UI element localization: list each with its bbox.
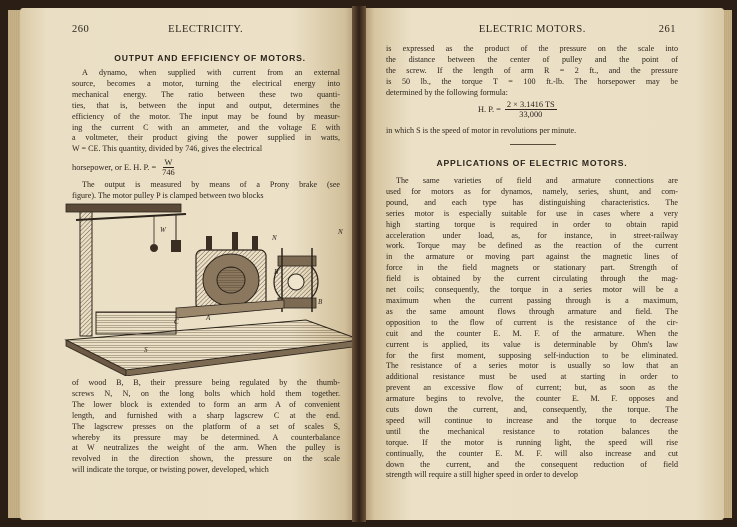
- right-page: [360, 8, 724, 520]
- figure-label-w: W: [160, 226, 166, 234]
- right-paragraph-1: [386, 44, 678, 99]
- right-paragraph-3-line: torque. If the motor is running light, the speed will rise: [386, 437, 678, 447]
- right-paragraph-3-line: down the current, and the consequent reduction of field: [386, 459, 678, 469]
- figure-label-b-upper: B: [274, 268, 279, 276]
- figure-label-s: S: [144, 346, 148, 354]
- right-paragraph-3-line: additional resistance must be used at starting in order to: [386, 372, 678, 382]
- right-paragraph-3-line: used for motors as for dynamos, namely, series, shunt, and com-: [386, 186, 678, 196]
- right-paragraph-3-line: pound, and each type has distinguishing characteristics. The: [386, 197, 678, 207]
- left-paragraph-3-line: of wood B, B, their pressure being regulated by the thumb-: [72, 378, 340, 387]
- right-paragraph-1-line: is expressed as the product of the pressure on the scale into: [386, 44, 678, 53]
- right-paragraph-3-line: prevent an excessive flow of current; but, as soon as the: [386, 383, 678, 393]
- right-paragraph-3-line: cuts down the current, and, consequently, the torque. The: [386, 405, 678, 415]
- ehp-numerator: W: [164, 158, 173, 167]
- left-paragraph-2-line: figure). The motor pulley P is clamped between two blocks: [72, 190, 264, 200]
- right-paragraph-3-line: The resistance of a series motor is usually so low that an: [386, 361, 678, 371]
- right-paragraph-3-line: net coils; consequently, the torque in a series motor will be a: [386, 285, 678, 295]
- ehp-formula-prefix: horsepower, or E. H. P. =: [72, 163, 157, 172]
- left-paragraph-2-line: The output is measured by means of a Prony brake (see: [82, 180, 340, 189]
- hp-fraction: [505, 100, 557, 119]
- left-running-title: ELECTRICITY.: [168, 24, 244, 35]
- right-page-number: 261: [658, 24, 676, 35]
- right-paragraph-3: [386, 176, 678, 481]
- left-page-number: 260: [72, 24, 90, 35]
- left-paragraph-2: [72, 180, 340, 202]
- right-paragraph-1-line: the distance between the center of pulley and the point of: [386, 54, 678, 64]
- hp-numerator: 2 × 3.1416 TS: [506, 100, 555, 109]
- right-running-title: ELECTRIC MOTORS.: [478, 24, 586, 35]
- ehp-fraction: [160, 158, 177, 177]
- right-paragraph-3-line: speed will continue to increase and the torque to decrease: [386, 415, 678, 425]
- left-paragraph-3-line: revolved in the direction shown, the pressure on the scale: [72, 454, 340, 464]
- right-paragraph-3-line: continually, the counter E. M. F. will also increase and cut: [386, 448, 678, 458]
- right-paragraph-3-line: strength will require a still higher speed in order to develop: [386, 470, 578, 480]
- right-paragraph-3-line: for the first moment, supposing self-induction to be eliminated.: [386, 350, 678, 360]
- right-paragraph-3-line: acceleration under load, as, for instance, in street-railway: [386, 230, 678, 240]
- left-paragraph-1-line: efficiency of the motor. The input may be found by measur-: [72, 111, 340, 121]
- figure-label-c: C: [174, 318, 179, 326]
- right-paragraph-1-line: is 50 lb., the torque T = 100 ft.-lb. The horsepower may be: [386, 76, 678, 86]
- section-divider-rule: [510, 144, 556, 145]
- left-paragraph-1-line: ties, that is, between the input and output, determines the: [72, 100, 340, 110]
- figure-label-n-left: N: [272, 234, 277, 242]
- right-paragraph-3-line: current is applied, its value is determinable by Ohm's law: [386, 339, 678, 349]
- right-paragraph-3-line: in the armature or moving part against the magnetic lines of: [386, 252, 678, 262]
- left-paragraph-1-line: A dynamo, when supplied with current from an external: [82, 68, 340, 77]
- left-page-edges: [8, 10, 20, 518]
- right-paragraph-1-line: determined by the following formula:: [386, 87, 508, 97]
- left-paragraph-1-line: source, becomes a motor, turning the electrical energy into: [72, 78, 340, 88]
- right-paragraph-2-line: in which S is the speed of motor in revolutions per minute.: [386, 126, 577, 135]
- left-paragraph-3-line: The lower block is extended to form an arm A of convenient: [72, 399, 340, 409]
- ehp-formula: [72, 158, 177, 177]
- section-heading-applications: APPLICATIONS OF ELECTRIC MOTORS.: [436, 158, 628, 168]
- right-paragraph-3-line: as the same amount flows through armature and field. The: [386, 306, 678, 316]
- left-paragraph-3-line: length, and furnished with a sharp lagscrew C at the end.: [72, 410, 340, 420]
- left-paragraph-1-line: mechanical energy. The ratio between these two quanti-: [72, 89, 340, 99]
- right-paragraph-3-line: field is obtained by the current circulating through the mag-: [386, 274, 678, 284]
- right-paragraph-3-line: maximum when the current passing through is a maximum,: [386, 295, 678, 305]
- figure-label-n-right: N: [338, 228, 343, 236]
- right-paragraph-3-line: work. Torque may be defined as the reaction of the current: [386, 241, 678, 251]
- prony-brake-illustration: [56, 200, 358, 376]
- section-heading-output-efficiency: OUTPUT AND EFFICIENCY OF MOTORS.: [114, 53, 306, 63]
- left-paragraph-1: [72, 68, 340, 155]
- ehp-denominator: 746: [162, 168, 175, 177]
- left-paragraph-3-line: The lagscrew presses on the platform of a set of scales S,: [72, 421, 340, 431]
- right-paragraph-3-line: series motor is especially suitable for use in cases where a very: [386, 208, 678, 218]
- figure-label-a: A: [206, 314, 211, 322]
- hp-formula-prefix: H. P. =: [478, 105, 501, 114]
- right-paragraph-3-line: high starting torque is required in order to obtain rapid: [386, 219, 678, 229]
- left-paragraph-3-line: will indicate the torque, or twisting power, developed, which: [72, 465, 269, 475]
- right-paragraph-3-line: armature begins to revolve, the counter E. M. F. opposes and: [386, 394, 678, 404]
- hp-denominator: 33,000: [519, 110, 543, 119]
- left-paragraph-3-line: whereby its pressure may be determined. A counterbalance: [72, 432, 340, 442]
- right-running-head: [386, 24, 676, 35]
- right-paragraph-2: [386, 126, 678, 137]
- right-paragraph-3-line: force in the field magnets or stationary part. Strength of: [386, 263, 678, 273]
- right-paragraph-3-line: cuit and the counter E. M. F. of the armature. When the: [386, 328, 678, 338]
- right-paragraph-3-line: opposition to the flow of current is the resistance of the cir-: [386, 317, 678, 327]
- book-gutter: [352, 6, 366, 522]
- left-paragraph-3: [72, 378, 340, 476]
- left-page: [20, 8, 358, 520]
- right-paragraph-1-line: the screw. If the length of arm R = 2 ft., and the pressure: [386, 65, 678, 75]
- hp-formula: [478, 100, 557, 119]
- right-paragraph-3-line: until the mechanical resistance to rotation balances the: [386, 426, 678, 436]
- right-paragraph-3-line: The same varieties of field and armature connections are: [396, 176, 678, 185]
- left-paragraph-1-line: W = CE. This quantity, divided by 746, gives the electrical: [72, 144, 263, 154]
- left-paragraph-1-line: ing the current C with an ammeter, and the voltage E with: [72, 122, 340, 132]
- left-paragraph-3-line: at W neutralizes the weight of the arm. When the pulley is: [72, 443, 340, 453]
- left-paragraph-3-line: screws N, N, on the long bolts which hold them together.: [72, 388, 340, 398]
- left-paragraph-1-line: a voltmeter, their product giving the power supplied in watts,: [72, 133, 340, 143]
- left-running-head: [72, 24, 342, 35]
- figure-label-b-lower: B: [318, 298, 323, 306]
